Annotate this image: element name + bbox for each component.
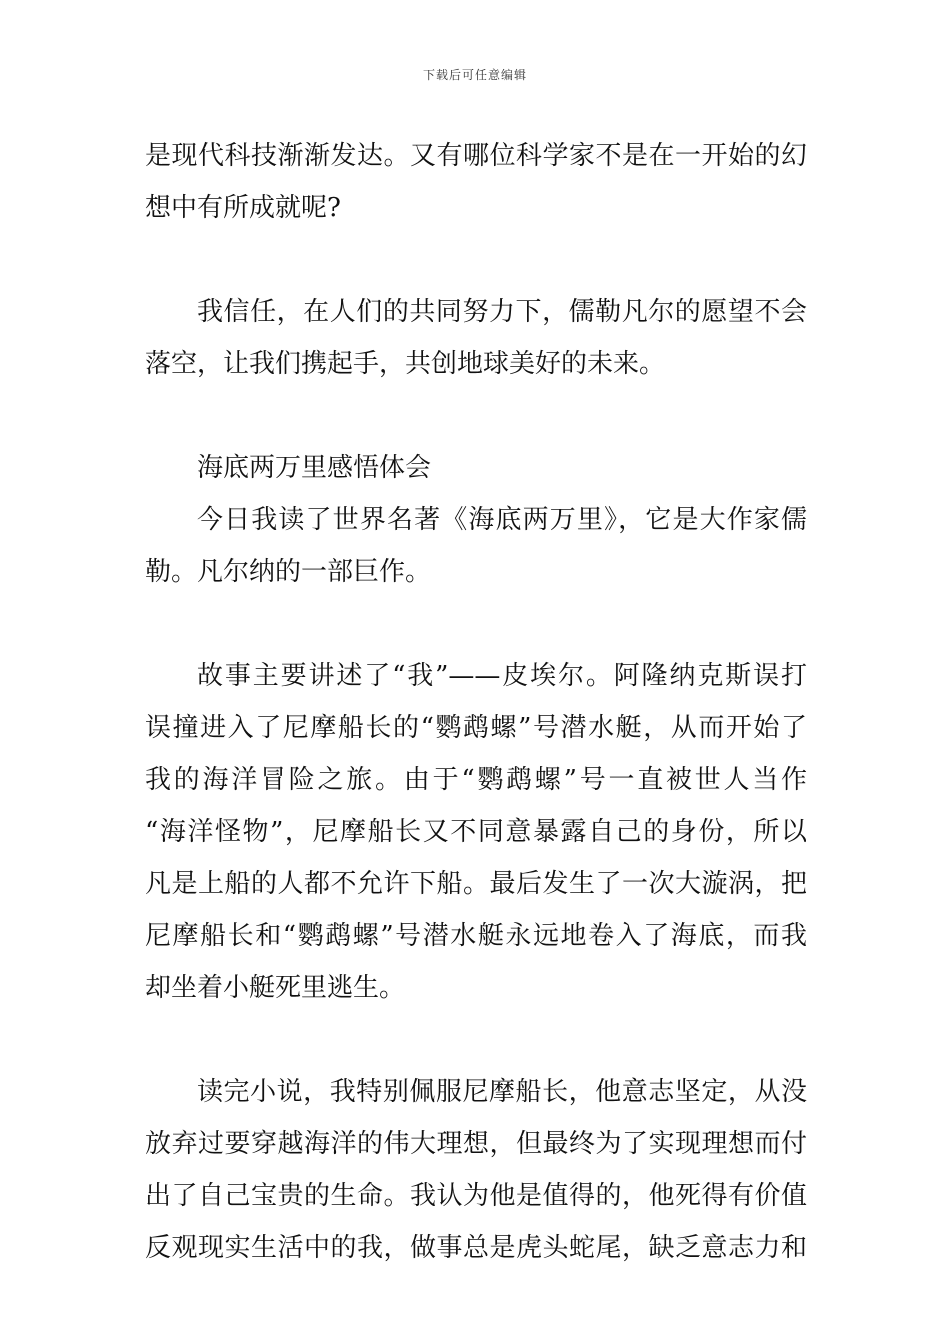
paragraph [145, 286, 807, 390]
text-line: 是现代科技渐渐发达。又有哪位科学家不是在一开始的幻 [145, 141, 807, 171]
text-line: 反观现实生活中的我，做事总是虎头蛇尾，缺乏意志力和 [145, 1233, 807, 1263]
text-line: 放弃过要穿越海洋的伟大理想，但最终为了实现理想而付 [145, 1129, 807, 1159]
text-line: 我信任，在人们的共同努力下，儒勒凡尔的愿望不会 [197, 297, 807, 327]
paragraph [145, 442, 807, 598]
paragraph [145, 130, 807, 234]
text-line: 想中有所成就呢? [145, 193, 341, 223]
paragraph-spacer [145, 598, 807, 650]
text-line: 我的海洋冒险之旅。由于“鹦鹉螺”号一直被世人当作 [145, 765, 807, 795]
section-title: 海底两万里感悟体会 [197, 453, 432, 483]
text-line: 出了自己宝贵的生命。我认为他是值得的，他死得有价值 [145, 1181, 807, 1211]
document-body [145, 130, 807, 1274]
paragraph-spacer [145, 234, 807, 286]
text-line: 尼摩船长和“鹦鹉螺”号潜水艇永远地卷入了海底，而我 [145, 921, 807, 951]
text-line: “海洋怪物”，尼摩船长又不同意暴露自己的身份，所以 [145, 817, 807, 847]
paragraph [145, 1066, 807, 1274]
text-line: 勒。凡尔纳的一部巨作。 [145, 557, 432, 587]
text-line: 却坐着小艇死里逃生。 [145, 973, 406, 1003]
text-line: 读完小说，我特别佩服尼摩船长，他意志坚定，从没 [197, 1077, 807, 1107]
page-header: 下载后可任意编辑 [422, 68, 527, 82]
paragraph [145, 650, 807, 1014]
paragraph-spacer [145, 390, 807, 442]
text-line: 落空，让我们携起手，共创地球美好的未来。 [145, 349, 666, 379]
text-line: 凡是上船的人都不允许下船。最后发生了一次大漩涡，把 [145, 869, 807, 899]
text-line: 今日我读了世界名著《海底两万里》，它是大作家儒 [197, 505, 807, 535]
text-line: 误撞进入了尼摩船长的“鹦鹉螺”号潜水艇，从而开始了 [145, 713, 807, 743]
paragraph-spacer [145, 1014, 807, 1066]
text-line: 故事主要讲述了“我”——皮埃尔。阿隆纳克斯误打 [197, 661, 807, 691]
